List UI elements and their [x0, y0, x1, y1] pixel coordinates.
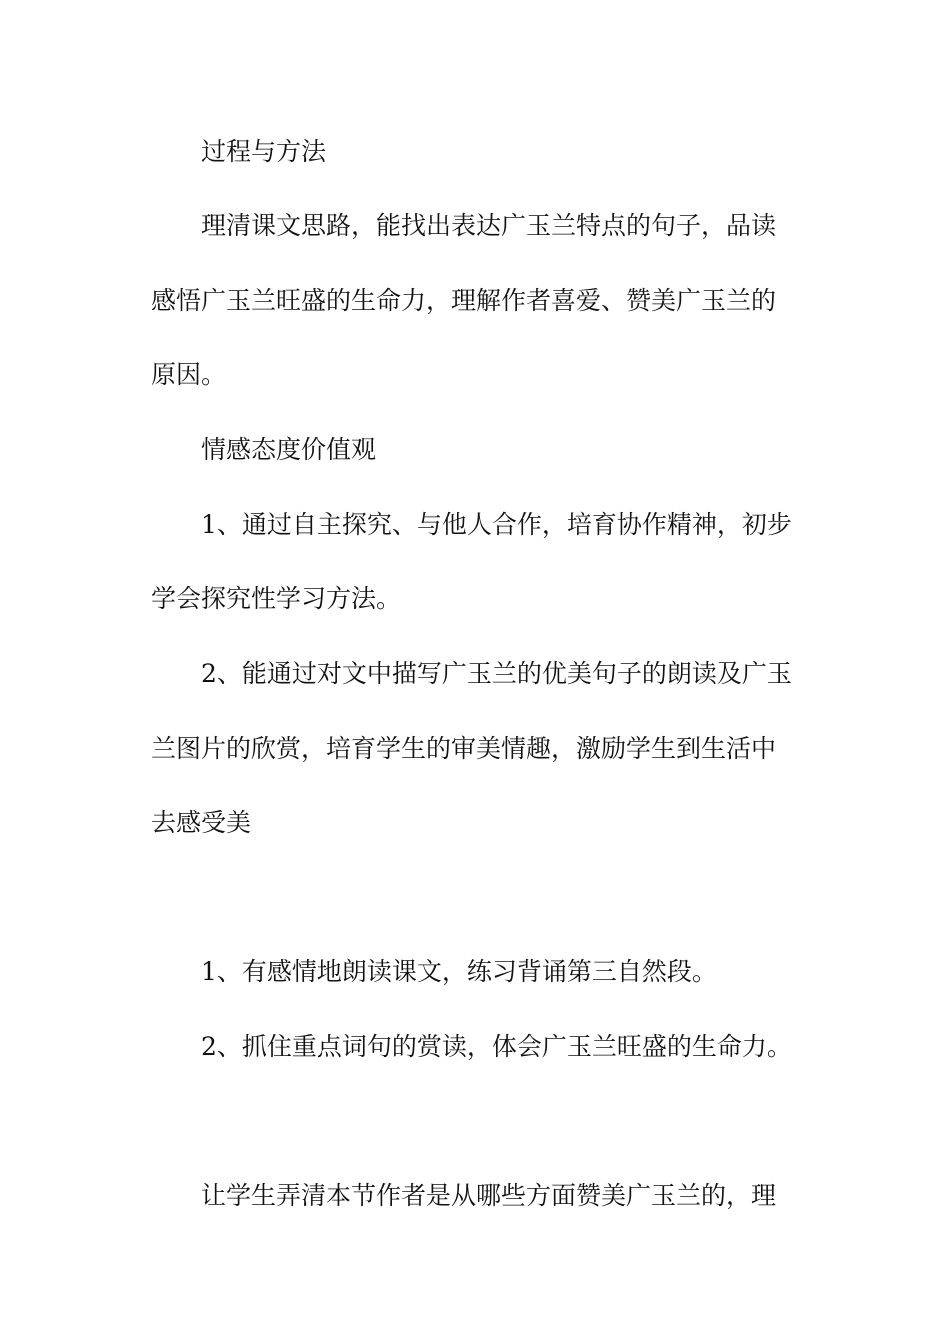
paragraph-line: 兰图片的欣赏，培育学生的审美情趣，激励学生到生活中	[151, 734, 777, 763]
paragraph-line: 学会探究性学习方法。	[151, 584, 402, 613]
paragraph-line: 1、通过自主探究、与他人合作，培育协作精神，初步	[201, 510, 792, 539]
paragraph-line: 去感受美	[151, 808, 252, 837]
paragraph-line: 2、能通过对文中描写广玉兰的优美句子的朗读及广玉	[201, 659, 792, 688]
paragraph-line: 原因。	[151, 360, 227, 389]
paragraph-line: 让学生弄清本节作者是从哪些方面赞美广玉兰的，理	[201, 1181, 777, 1210]
list-item: 1、有感情地朗读课文，练习背诵第三自然段。	[201, 957, 717, 986]
heading-process-and-method: 过程与方法	[201, 137, 327, 166]
list-item: 2、抓住重点词句的赏读，体会广玉兰旺盛的生命力。	[201, 1032, 792, 1061]
paragraph-line: 感悟广玉兰旺盛的生命力，理解作者喜爱、赞美广玉兰的	[151, 286, 777, 315]
paragraph-line: 理清课文思路，能找出表达广玉兰特点的句子，品读	[201, 211, 777, 240]
heading-emotion-attitude-values: 情感态度价值观	[201, 435, 377, 464]
